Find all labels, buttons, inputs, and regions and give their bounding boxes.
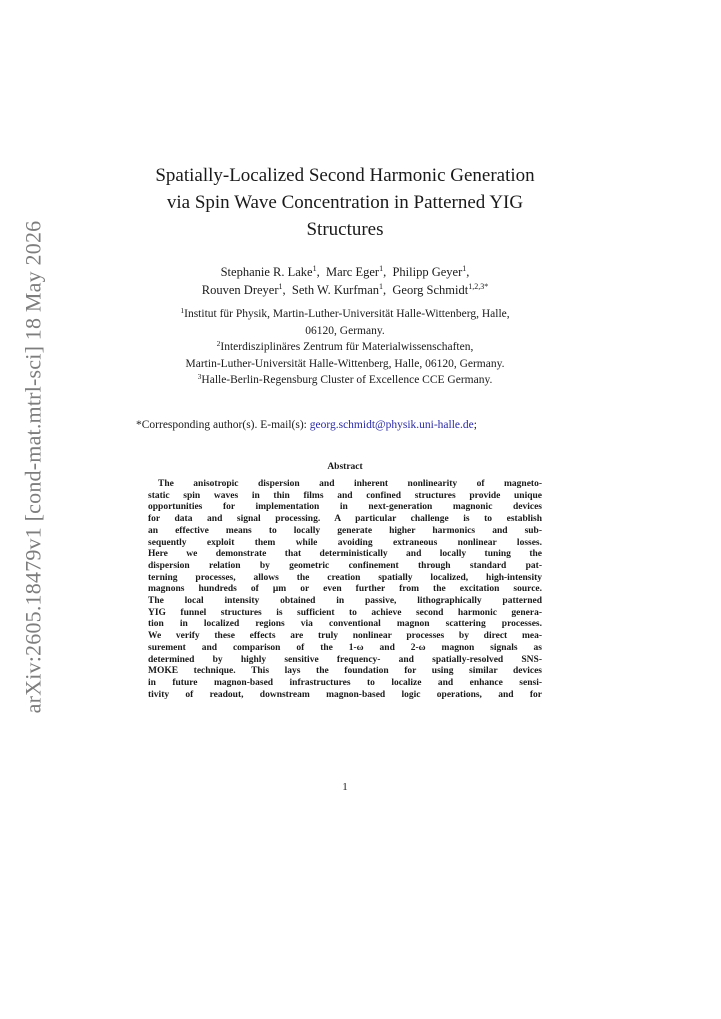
abstract-line: determined by highly sensitive frequency- and spatially-resolved SNS- [148, 654, 542, 665]
affiliation-mark: 1 [180, 306, 185, 315]
affiliation-text: Institut für Physik, Martin-Luther-Universität Halle-Wittenberg, Halle, [184, 308, 510, 320]
abstract-line: MOKE technique. This lays the foundation for using similar devices [148, 666, 542, 677]
author-affiliation-mark: 1 [462, 264, 467, 273]
abstract-line: YIG funnel structures is sufficient to achieve second harmonic genera- [148, 607, 542, 618]
abstract-line: The anisotropic dispersion and inherent nonlinearity of magneto- [158, 479, 542, 489]
author-list [120, 263, 570, 299]
affiliation-list [120, 306, 570, 389]
affiliation-mark: 3 [197, 372, 202, 381]
abstract-line: The local intensity obtained in passive, lithographically patterned [148, 596, 542, 607]
affiliation-line: Martin-Luther-Universität Halle-Wittenberg, Halle, 06120, Germany. [185, 357, 505, 370]
author-affiliation-mark: 1 [379, 264, 384, 273]
author-affiliation-mark: 1 [278, 282, 283, 291]
abstract-line: tivity of readout, downstream magnon-based logic operations, and for [148, 689, 542, 700]
author-affiliation-mark: 1 [379, 282, 384, 291]
title-line: Structures [306, 219, 384, 240]
abstract-line: tion in localized regions via conventional magnon scattering processes. [148, 619, 542, 630]
affiliation-mark: 2 [216, 339, 221, 348]
author-name: Philipp Geyer [392, 265, 463, 279]
abstract-line: Here we demonstrate that deterministically and locally tuning the [148, 549, 542, 560]
abstract-line: sequently exploit them while avoiding extraneous nonlinear losses. [148, 537, 542, 548]
abstract-line: static spin waves in thin films and confined structures provide unique [148, 490, 542, 501]
abstract-body [148, 479, 542, 701]
affiliation-line [120, 372, 570, 389]
author-name: Georg Schmidt [392, 283, 469, 297]
abstract-line: for data and signal processing. A particular challenge is to establish [148, 514, 542, 525]
corresponding-suffix: ; [473, 419, 477, 431]
abstract-line: terning processes, allows the creation spatially localized, high-intensity [148, 572, 542, 583]
author-line: Stephanie R. Lake$^1$, Marc Eger$^1$, Philipp Geyer$^1$, [220, 264, 470, 279]
affiliation-line: 06120, Germany. [305, 324, 385, 337]
page-number: 1 [342, 781, 348, 793]
arxiv-identifier-text: arXiv:2605.18479v1 [cond-mat.mtrl-sci] 18 May 2026 [20, 220, 46, 714]
abstract-line: an effective means to locally generate higher harmonics and sub- [148, 525, 542, 536]
abstract-line: opportunities for implementation in next-generation magnonic devices [148, 502, 542, 513]
author-name: Rouven Dreyer [201, 283, 279, 297]
abstract-line: in future magnon-based infrastructures to localize and enhance sensi- [148, 677, 542, 688]
title-line: Spatially-Localized Second Harmonic Generation [155, 165, 535, 186]
abstract-line: We verify these effects are truly nonlinear processes by direct mea- [148, 631, 542, 642]
abstract-line: surement and comparison of the 1-ω and 2-ω magnon signals as [148, 642, 542, 653]
author-name: Seth W. Kurfman [291, 283, 380, 297]
affiliation-text: Interdisziplinäres Zentrum für Materialwissenschaften, [220, 341, 474, 353]
author-name: Stephanie R. Lake [220, 265, 313, 279]
arxiv-identifier-stamp [18, 220, 48, 714]
author-line: Rouven Dreyer$^1$, Seth W. Kurfman$^1$, Georg Schmidt$^{1,2,3*}$ [201, 282, 489, 297]
affiliation-line [120, 306, 570, 323]
title-line: via Spin Wave Concentration in Patterned YIG [166, 192, 524, 213]
abstract-line: magnons hundreds of μm or even further from the excitation source. [148, 584, 542, 595]
author-affiliation-mark: 1 [312, 264, 317, 273]
corresponding-author-note [136, 417, 566, 433]
abstract-line: dispersion relation by geometric confinement through standard pat- [148, 560, 542, 571]
abstract-heading: Abstract [327, 462, 363, 472]
affiliation-text: Halle-Berlin-Regensburg Cluster of Excellence CCE Germany. [201, 374, 493, 386]
author-affiliation-mark: 1,2,3* [468, 282, 489, 291]
author-name: Marc Eger [325, 265, 380, 279]
corresponding-email-link[interactable]: georg.schmidt@physik.uni-halle.de [309, 419, 474, 431]
paper-title [130, 162, 560, 243]
affiliation-line [120, 339, 570, 356]
corresponding-prefix: *Corresponding author(s). E-mail(s): [136, 419, 310, 431]
